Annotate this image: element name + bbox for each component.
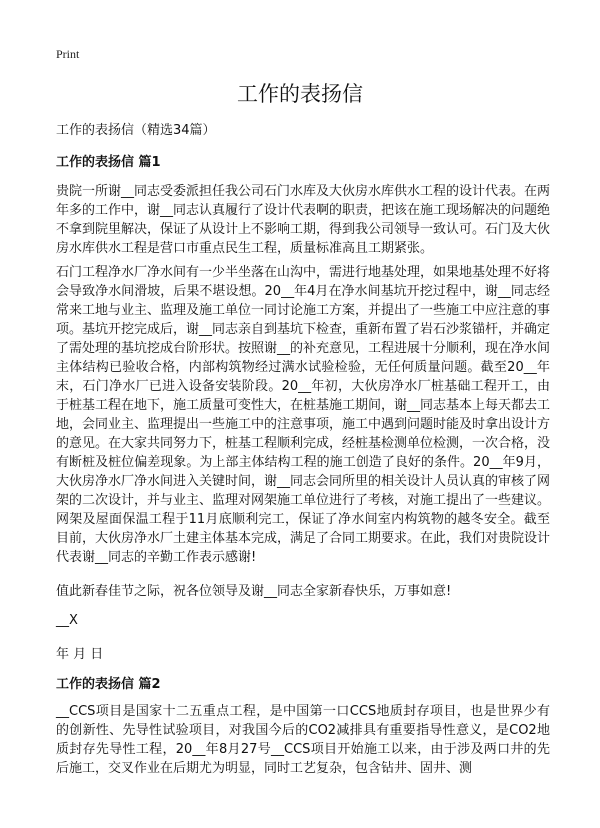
document-title: 工作的表扬信 [237, 82, 363, 106]
section-heading-2: 工作的表扬信 篇2 [56, 677, 161, 692]
section-2-paragraph-1: __CCS项目是国家十二五重点工程，是中国第一口CCS地质封存项目，也是世界少有的创新性、先导性试验项目，对我国今后的CO2减排具有重要指导性意义，是CO2地质封存先导性工程，20__年8月27号__CCS项目开始施工以来，由于涉及两口井的先后施工，交叉作业在后期尤为明显，同时工艺复杂，包含钻井、固井、测 [56, 704, 550, 776]
section-1-paragraph-1: 贵院一所谢__同志受委派担任我公司石门水库及大伙房水库供水工程的设计代表。在两年多的工作中，谢__同志认真履行了设计代表啊的职责，把该在施工现场解决的问题绝不拿到院里解决，保证了从设计上不影响工期，得到我公司领导一致认可。石门及大伙房水库供水工程是营口市重点民生工程，质量标准高且工期紧张。 [56, 184, 551, 256]
signature: __X [56, 613, 78, 628]
print-link[interactable]: Print [56, 47, 80, 61]
section-1-paragraph-2: 石门工程净水厂净水间有一少半坐落在山沟中，需进行地基处理，如果地基处理不好将会导致净水间滑坡，后果不堪设想。20__年4月在净水间基坑开挖过程中，谢__同志经常来工地与业主、监理及施工单位一同讨论施工方案，并提出了一些施工中应注意的事项。基坑开挖完成后，谢__同志亲自到基坑下检查，重新布置了岩石沙浆锚杆，并确定了需处理的基坑挖成台阶形状。按照谢__的补充意见，工程进展十分顺利，现在净水间主体结构已验收合格，内部构筑物经过满水试验检验，无任何质量问题。截至20__年末，石门净水厂已进入设备安装阶段。20__年初，大伙房净水厂桩基础工程开工，由于桩基工程在地下，施工质量可变性大，在桩基施工期间，谢__同志基本上每天都去工地，会同业主、监理提出一些施工中的注意事项，施工中遇到问题时能及时拿出设计方的意见。在大家共同努力下，桩基工程顺利完成，经桩基检测单位检测，一次合格，没有断桩及桩位偏差现象。为上部主体结构工程的施工创造了良好的条件。20__年9月，大伙房净水厂净水间进入关键时间，谢__同志会同所里的相关设计人员认真的审核了网架的二次设计，并与业主、监理对网架施工单位进行了考核，对施工提出了一些建议。网架及屋面保温工程于11月底顺利完工，保证了净水间室内构筑物的越冬安全。截至目前，大伙房净水厂土建主体基本完成，满足了合同工期要求。在此，我们对贵院设计代表谢__同志的辛勤工作表示感谢! [56, 265, 551, 565]
section-1-paragraph-3: 值此新春佳节之际，祝各位领导及谢__同志全家新春快乐，万事如意! [56, 584, 452, 599]
section-heading-1: 工作的表扬信 篇1 [56, 155, 161, 170]
date-line: 年 月 日 [56, 647, 104, 662]
document-subtitle: 工作的表扬信（精选34篇） [56, 123, 216, 138]
